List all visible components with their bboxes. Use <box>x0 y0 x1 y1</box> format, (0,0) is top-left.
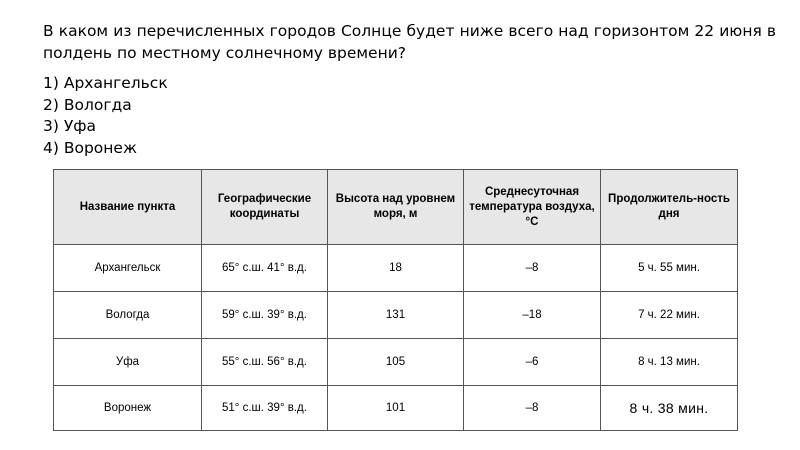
cell-day-length: 8 ч. 13 мин. <box>601 339 738 386</box>
table-header-row <box>54 170 738 245</box>
table-row <box>54 339 738 386</box>
cell-coordinates: 55° с.ш. 56° в.д. <box>202 339 328 386</box>
cell-altitude: 18 <box>328 245 464 292</box>
header-altitude: Высота над уровнем моря, м <box>328 170 464 245</box>
cell-day-length: 8 ч. 38 мин. <box>601 386 738 431</box>
header-day-length: Продолжитель-ность дня <box>601 170 738 245</box>
answer-option-1: 1) Архангельск <box>43 74 168 92</box>
header-coordinates: Географические координаты <box>202 170 328 245</box>
cell-altitude: 105 <box>328 339 464 386</box>
table-row <box>54 292 738 339</box>
cell-city-name: Вологда <box>54 292 202 339</box>
cell-day-length: 7 ч. 22 мин. <box>601 292 738 339</box>
cell-city-name: Воронеж <box>54 386 202 431</box>
cell-temperature: –8 <box>464 386 601 431</box>
cell-coordinates: 51° с.ш. 39° в.д. <box>202 386 328 431</box>
answer-option-3: 3) Уфа <box>43 117 97 135</box>
cell-temperature: –6 <box>464 339 601 386</box>
cell-coordinates: 59° с.ш. 39° в.д. <box>202 292 328 339</box>
cell-altitude: 101 <box>328 386 464 431</box>
cell-city-name: Уфа <box>54 339 202 386</box>
cell-temperature: –8 <box>464 245 601 292</box>
answer-option-4: 4) Воронеж <box>43 138 137 157</box>
city-data-table <box>53 169 738 431</box>
cell-city-name: Архангельск <box>54 245 202 292</box>
table-row <box>54 245 738 292</box>
answer-option-2: 2) Вологда <box>43 95 132 114</box>
cell-temperature: –18 <box>464 292 601 339</box>
cell-day-length: 5 ч. 55 мин. <box>601 245 738 292</box>
table-row <box>54 386 738 431</box>
header-temperature: Среднесуточная температура воздуха, °С <box>464 170 601 245</box>
question-text: В каком из перечисленных городов Солнце будет ниже всего над горизонтом 22 июня в полдень по местному солнечному времени? <box>43 22 776 62</box>
header-city-name: Название пункта <box>54 170 202 245</box>
cell-coordinates: 65° с.ш. 41° в.д. <box>202 245 328 292</box>
cell-altitude: 131 <box>328 292 464 339</box>
answer-options <box>43 73 168 159</box>
